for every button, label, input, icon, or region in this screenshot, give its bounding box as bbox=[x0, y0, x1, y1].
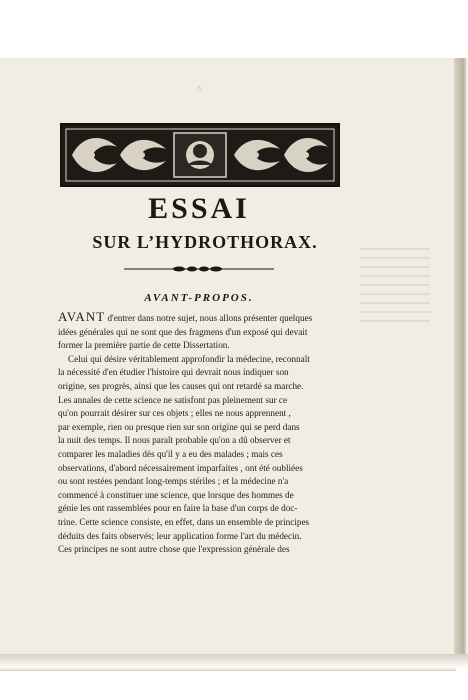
text-line: trine. Cette science consiste, en effet, dans un ensemble de principes bbox=[58, 516, 310, 527]
text-line: former la première partie de cette Dissertation. bbox=[58, 340, 230, 351]
text-line: qu'on pourrait désirer sur ces objets ; elles ne nous apprennent , bbox=[58, 408, 291, 419]
section-heading: AVANT-PROPOS. bbox=[144, 292, 254, 304]
dropcap-word: AVANT bbox=[58, 310, 106, 324]
page-shadow bbox=[0, 654, 468, 668]
text-line: observations, d'abord nécessairement imparfaites , ont été oubliées bbox=[58, 462, 303, 473]
decorative-rule-icon bbox=[124, 264, 274, 274]
text-line: commencé à constituer une science, que lorsque des hommes de bbox=[58, 489, 294, 500]
text-line: Ces principes ne sont autre chose que l'expression générale des bbox=[58, 544, 290, 555]
page-number: 8 bbox=[197, 84, 201, 93]
acanthus-ornament-icon bbox=[62, 125, 338, 185]
text-line: idées générales qui ne sont que des fragmens d'un exposé qui devait bbox=[58, 326, 308, 337]
text-line: origine, ses progrès, ainsi que les causes qui ont retardé sa marche. bbox=[58, 380, 304, 391]
text-line: comparer les maladies dès qu'il y a eu des malades ; mais ces bbox=[58, 448, 283, 459]
page-title: ESSAI bbox=[148, 192, 250, 225]
text-line: déduits des faits observés; leur application forme l'art du médecin. bbox=[58, 530, 302, 541]
text-line: génie les ont rassemblées pour en faire la base d'un corps de doc- bbox=[58, 503, 298, 514]
text-line: AVANT d'entrer dans notre sujet, nous allons présenter quelques bbox=[58, 310, 313, 324]
ornamental-headpiece bbox=[60, 123, 340, 187]
text-line: Celui qui désire véritablement approfondir la médecine, reconnaît bbox=[68, 353, 310, 364]
show-through-text bbox=[360, 248, 430, 328]
text-line: ou sont restées pendant long-temps stériles ; et la médecine n'a bbox=[58, 476, 289, 487]
body-paragraphs bbox=[58, 310, 350, 557]
text-line: par exemple, rien ou presque rien sur son origine qui se perd dans bbox=[58, 421, 300, 432]
page-edge bbox=[454, 58, 468, 668]
text-line: la nécessité d'en étudier l'histoire qui devrait nous indiquer son bbox=[58, 367, 289, 378]
page-subtitle: SUR L’HYDROTHORAX. bbox=[92, 232, 318, 252]
text-line: Les annales de cette science ne satisfont pas pleinement sur ce bbox=[58, 394, 288, 405]
text-line: la nuit des temps. Il nous paraît probable qu'on a dû observer et bbox=[58, 435, 291, 446]
